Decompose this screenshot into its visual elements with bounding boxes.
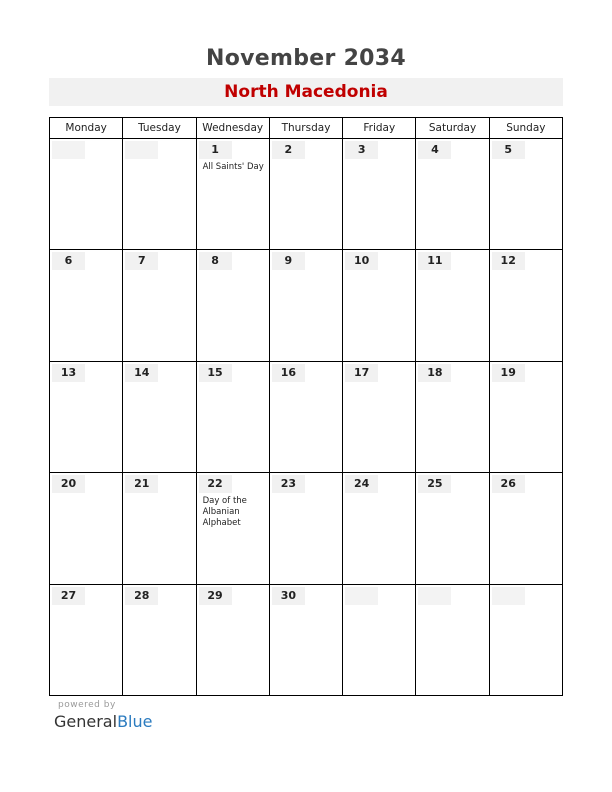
day-cell[interactable]	[416, 139, 489, 250]
holiday-label: All Saints' Day	[202, 162, 264, 172]
day-cell[interactable]	[416, 585, 489, 696]
day-cell[interactable]	[123, 139, 196, 250]
day-number	[418, 587, 451, 605]
brand-blue-text: Blue	[117, 712, 153, 731]
day-number: 25	[418, 475, 451, 493]
day-number: 5	[492, 141, 525, 159]
day-cell[interactable]	[197, 585, 270, 696]
day-cell[interactable]	[197, 362, 270, 473]
day-number: 15	[199, 364, 232, 382]
day-number: 18	[418, 364, 451, 382]
calendar-grid	[49, 117, 563, 696]
page-title: November 2034	[205, 46, 407, 71]
day-number: 30	[272, 587, 305, 605]
day-cell[interactable]	[416, 250, 489, 361]
day-cell[interactable]	[123, 585, 196, 696]
day-cell[interactable]	[343, 473, 416, 584]
day-cell[interactable]	[490, 473, 563, 584]
day-number: 1	[199, 141, 232, 159]
day-number: 12	[492, 252, 525, 270]
day-number	[125, 141, 158, 159]
day-cell[interactable]	[50, 362, 123, 473]
day-cell[interactable]	[490, 139, 563, 250]
weekday-header: Saturday	[416, 118, 489, 139]
day-cell[interactable]	[416, 362, 489, 473]
day-number: 21	[125, 475, 158, 493]
weekday-header: Tuesday	[123, 118, 196, 139]
day-number	[345, 587, 378, 605]
day-cell[interactable]	[50, 139, 123, 250]
brand-general-text: General	[54, 712, 118, 731]
day-cell[interactable]	[343, 585, 416, 696]
day-cell[interactable]	[343, 362, 416, 473]
day-cell[interactable]	[50, 585, 123, 696]
day-number: 20	[52, 475, 85, 493]
day-number: 28	[125, 587, 158, 605]
day-number: 16	[272, 364, 305, 382]
day-cell[interactable]	[490, 362, 563, 473]
day-number: 22	[199, 475, 232, 493]
day-number	[52, 141, 85, 159]
day-number: 9	[272, 252, 305, 270]
day-number: 10	[345, 252, 378, 270]
day-cell[interactable]	[270, 139, 343, 250]
day-cell[interactable]	[50, 473, 123, 584]
day-cell[interactable]	[343, 250, 416, 361]
weekday-header: Thursday	[270, 118, 343, 139]
weekday-header: Wednesday	[197, 118, 270, 139]
day-number: 4	[418, 141, 451, 159]
day-cell[interactable]	[50, 250, 123, 361]
day-number: 24	[345, 475, 378, 493]
day-number: 13	[52, 364, 85, 382]
day-cell[interactable]	[270, 250, 343, 361]
day-cell[interactable]	[416, 473, 489, 584]
day-number: 27	[52, 587, 85, 605]
day-cell[interactable]	[343, 139, 416, 250]
day-cell[interactable]	[270, 585, 343, 696]
day-cell[interactable]	[490, 585, 563, 696]
day-number: 26	[492, 475, 525, 493]
day-number: 17	[345, 364, 378, 382]
day-cell[interactable]	[197, 473, 270, 584]
day-cell[interactable]	[197, 250, 270, 361]
day-number: 19	[492, 364, 525, 382]
day-cell[interactable]	[123, 362, 196, 473]
day-number: 7	[125, 252, 158, 270]
weekday-header: Sunday	[490, 118, 563, 139]
weekday-header: Friday	[343, 118, 416, 139]
generalblue-logo[interactable]	[54, 712, 152, 731]
country-banner: North Macedonia	[49, 78, 563, 106]
day-number: 14	[125, 364, 158, 382]
day-number: 3	[345, 141, 378, 159]
powered-by-label: powered by	[58, 700, 116, 710]
day-cell[interactable]	[197, 139, 270, 250]
holiday-label: Day of the Albanian Alphabet	[202, 496, 247, 529]
day-cell[interactable]	[123, 250, 196, 361]
day-number: 23	[272, 475, 305, 493]
day-cell[interactable]	[270, 362, 343, 473]
day-number: 8	[199, 252, 232, 270]
day-number: 6	[52, 252, 85, 270]
day-number: 11	[418, 252, 451, 270]
day-number: 29	[199, 587, 232, 605]
weekday-header: Monday	[50, 118, 123, 139]
day-cell[interactable]	[123, 473, 196, 584]
day-number: 2	[272, 141, 305, 159]
day-cell[interactable]	[270, 473, 343, 584]
day-number	[492, 587, 525, 605]
day-cell[interactable]	[490, 250, 563, 361]
